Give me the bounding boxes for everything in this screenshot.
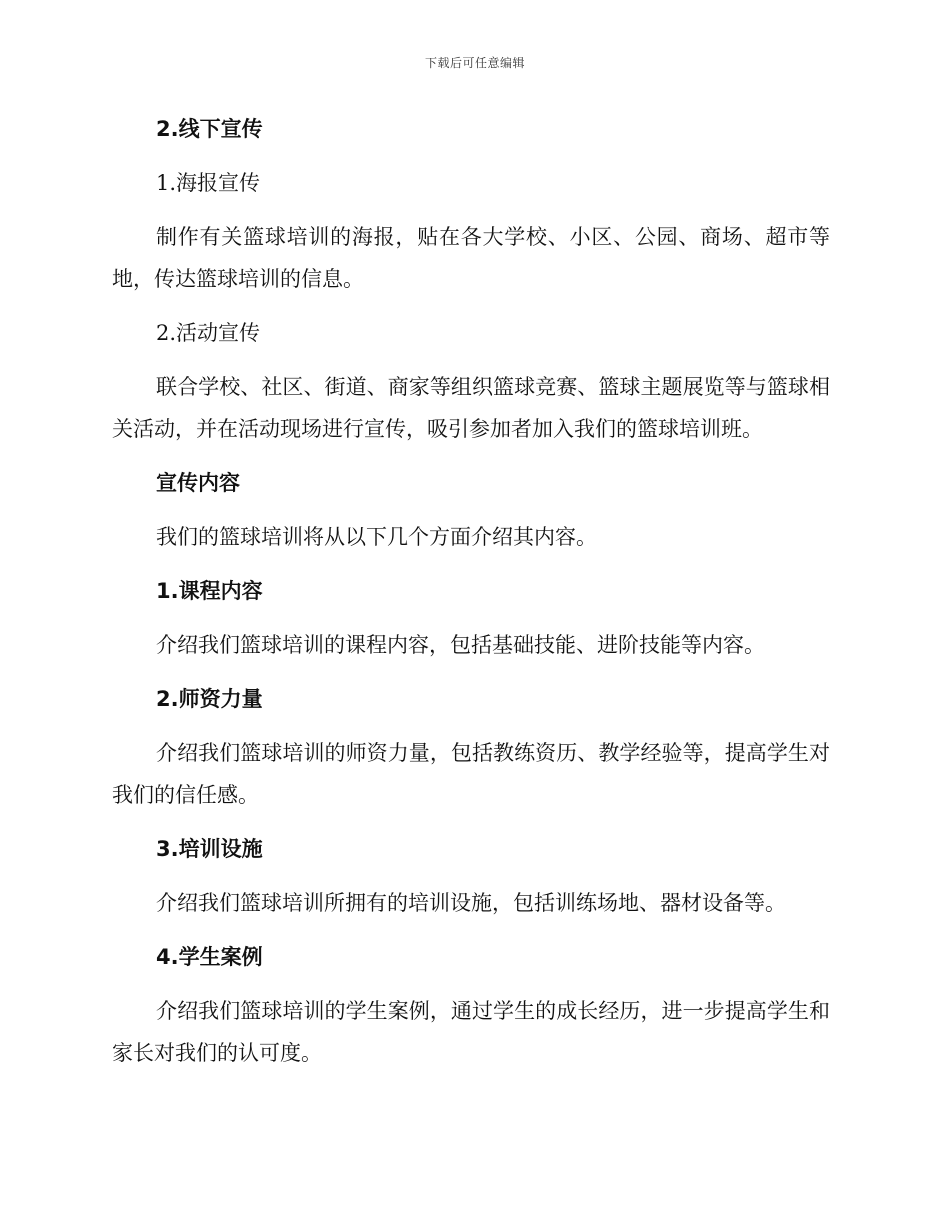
paragraph-poster-details: 制作有关篮球培训的海报，贴在各大学校、小区、公园、商场、超市等地，传达篮球培训的信息。 — [112, 225, 830, 291]
heading-training-facilities: 3.培训设施 — [156, 837, 263, 861]
heading-course-content: 1.课程内容 — [156, 579, 263, 603]
paragraph-training-facilities: 介绍我们篮球培训所拥有的培训设施，包括训练场地、器材设备等。 — [156, 891, 786, 915]
header-note: 下载后可任意编辑 — [424, 56, 525, 70]
document-body — [112, 108, 830, 1086]
heading-student-cases: 4.学生案例 — [156, 945, 263, 969]
paragraph-student-cases: 介绍我们篮球培训的学生案例，通过学生的成长经历，进一步提高学生和家长对我们的认可度。 — [112, 999, 830, 1065]
heading-offline-promotion: 2.线下宣传 — [156, 117, 263, 141]
paragraph-teaching-staff: 介绍我们篮球培训的师资力量，包括教练资历、教学经验等，提高学生对我们的信任感。 — [112, 741, 830, 807]
heading-promotion-content: 宣传内容 — [156, 471, 240, 495]
paragraph-course-content: 介绍我们篮球培训的课程内容，包括基础技能、进阶技能等内容。 — [156, 633, 765, 657]
subheading-event-promotion: 2.活动宣传 — [156, 321, 261, 345]
heading-teaching-staff: 2.师资力量 — [156, 687, 263, 711]
paragraph-event-details: 联合学校、社区、街道、商家等组织篮球竞赛、篮球主题展览等与篮球相关活动，并在活动现场进行宣传，吸引参加者加入我们的篮球培训班。 — [112, 375, 830, 441]
paragraph-content-intro: 我们的篮球培训将从以下几个方面介绍其内容。 — [156, 525, 597, 549]
subheading-poster-promotion: 1.海报宣传 — [156, 171, 261, 195]
